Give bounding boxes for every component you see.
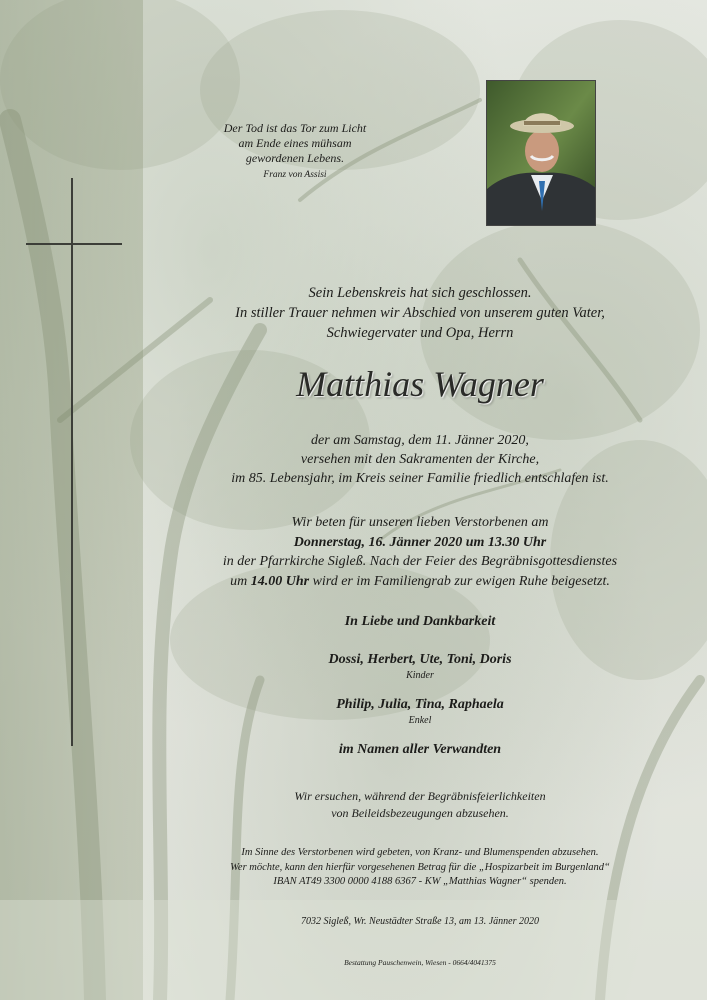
death-notice-line: der am Samstag, dem 11. Jänner 2020,: [311, 433, 529, 448]
request-line: Wir ersuchen, während der Begräbnisfeierlichkeiten: [294, 789, 546, 803]
donation-line: Wer möchte, kann den hierfür vorgesehenen Betrag für die „Hospizarbeit im Burgenland“: [230, 861, 610, 873]
donation-line: IBAN AT49 3300 0000 4188 6367 - KW „Matthias Wagner“ spenden.: [273, 876, 567, 887]
relatives-line: im Namen aller Verwandten: [338, 742, 502, 757]
funeral-details: [180, 513, 660, 591]
quote-line: Der Tod ist das Tor zum Licht: [223, 121, 367, 135]
closing-phrase: In Liebe und Dankbarkeit: [344, 614, 496, 629]
donation-notice: [170, 846, 670, 890]
condolence-request: [200, 788, 640, 822]
funeral-line: Wir beten für unseren lieben Verstorbenen am: [291, 515, 549, 530]
undertaker-info: Bestattung Pauschenwein, Wiesen - 0664/4041375: [344, 958, 496, 967]
burial-time: 14.00 Uhr: [250, 573, 310, 589]
death-notice-line: versehen mit den Sakramenten der Kirche,: [300, 452, 540, 467]
quote: [200, 121, 390, 182]
grandchildren-role: Enkel: [408, 715, 432, 726]
intro-text: [195, 283, 645, 343]
children-role: Kinder: [406, 670, 434, 681]
intro-line: Sein Lebenskreis hat sich geschlossen.: [308, 285, 532, 301]
death-notice-line: im 85. Lebensjahr, im Kreis seiner Familie friedlich entschlafen ist.: [231, 471, 609, 486]
quote-line: am Ende eines mühsam: [238, 136, 352, 150]
donation-line: Im Sinne des Verstorbenen wird gebeten, von Kranz- und Blumenspenden abzusehen.: [241, 847, 599, 858]
funeral-date-time: Donnerstag, 16. Jänner 2020 um 13.30 Uhr: [293, 534, 547, 550]
portrait-photo: [486, 80, 596, 226]
grandchildren-names: Philip, Julia, Tina, Raphaela: [336, 697, 504, 712]
intro-line: Schwiegervater und Opa, Herrn: [326, 325, 514, 341]
quote-author: Franz von Assisi: [263, 170, 327, 180]
funeral-line: in der Pfarrkirche Sigleß. Nach der Feier des Begräbnisgottesdienstes: [222, 554, 618, 569]
intro-line: In stiller Trauer nehmen wir Abschied von unserem guten Vater,: [235, 305, 605, 321]
place-date: 7032 Sigleß, Wr. Neustädter Straße 13, am 13. Jänner 2020: [300, 916, 540, 927]
quote-line: gewordenen Lebens.: [245, 151, 345, 165]
request-line: von Beileidsbezeugungen abzusehen.: [331, 806, 509, 820]
deceased-name: Matthias Wagner: [296, 364, 544, 404]
children-names: Dossi, Herbert, Ute, Toni, Doris: [328, 652, 512, 667]
cross-vertical-beam: [71, 178, 73, 746]
funeral-line: um: [230, 573, 248, 589]
funeral-line: wird er im Familiengrab zur ewigen Ruhe beigesetzt.: [312, 573, 610, 589]
death-notice: [190, 431, 650, 488]
cross-horizontal-beam: [26, 243, 122, 245]
